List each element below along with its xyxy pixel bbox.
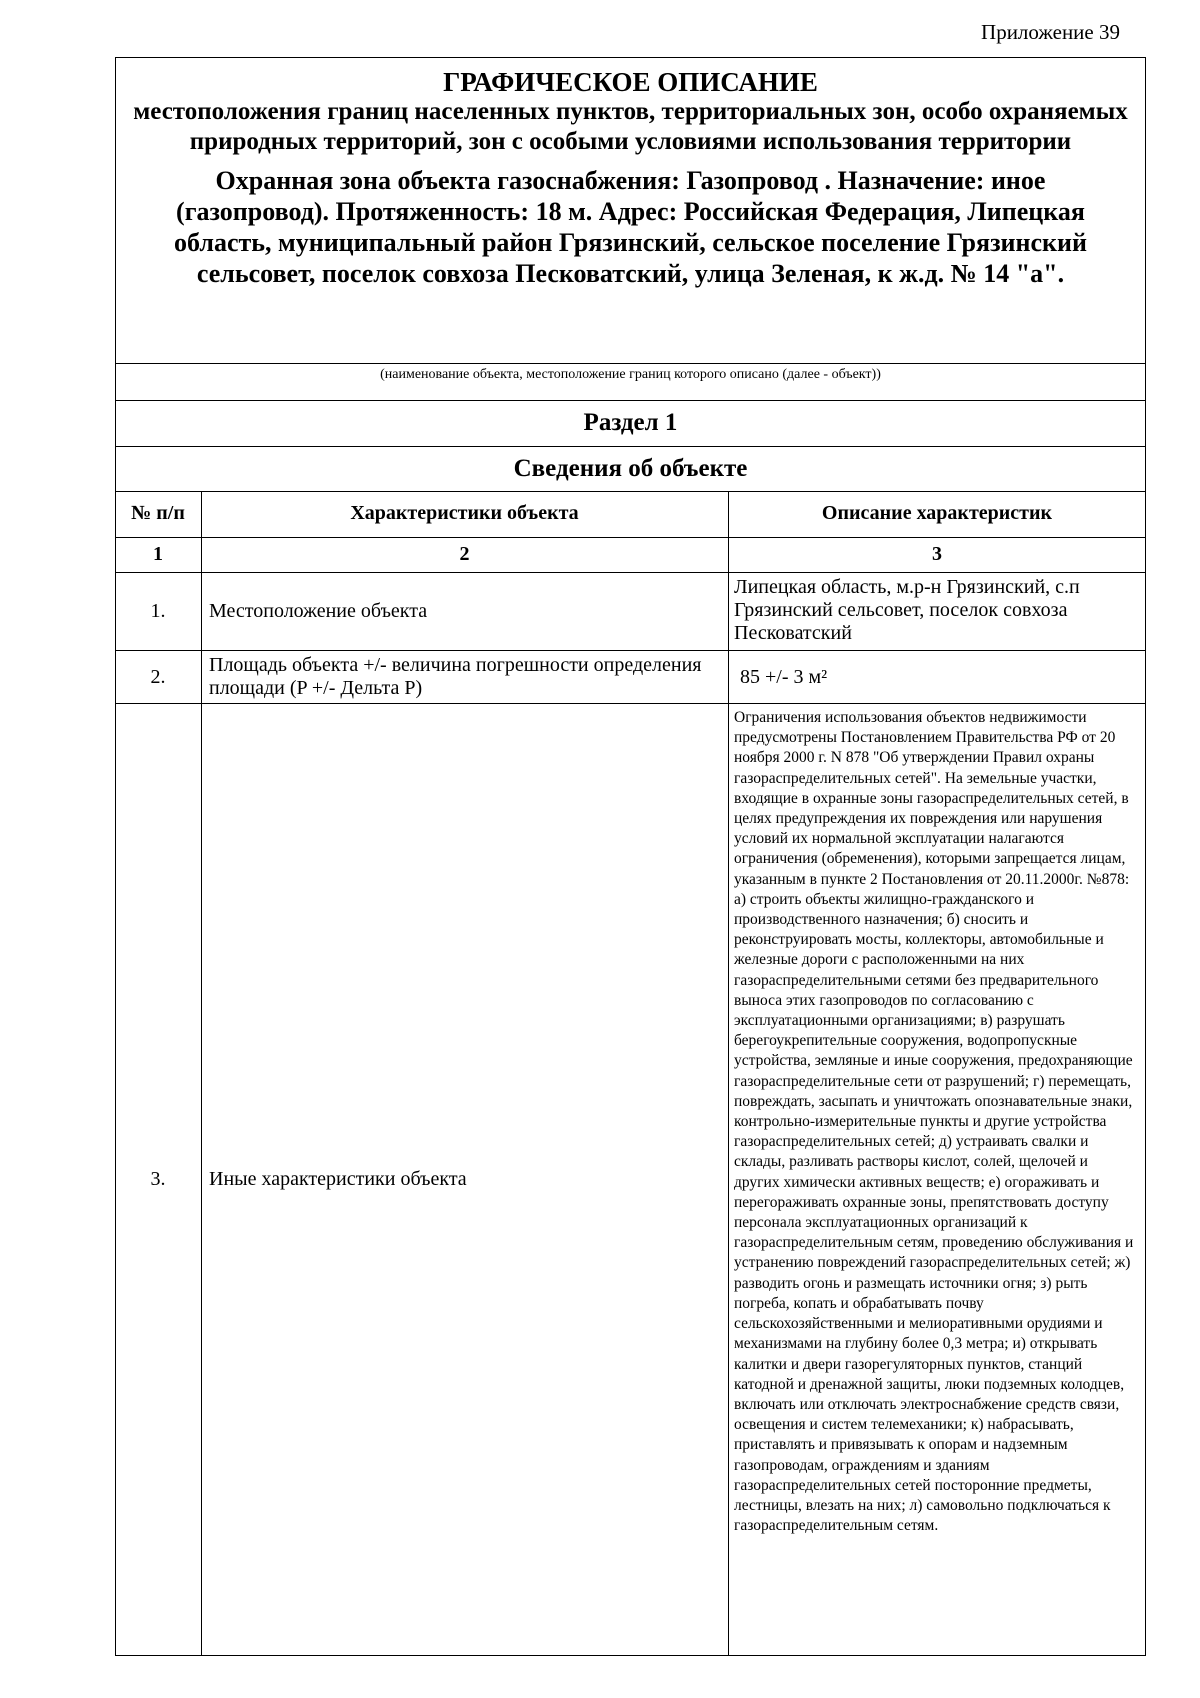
- row-number: 2.: [150, 666, 166, 688]
- table-header-description: Описание характеристик: [821, 502, 1053, 524]
- row-description: Ограничения использования объектов недвижимости предусмотрены Постановлением Правительства РФ от 20 ноября 2000 г. N 878 "Об утверждении Правил охраны газораспределительных сетей". На земельные участки, входящие в охранные зоны газораспределительных сетей, в целях предупреждения их повреждения или нарушения условий их нормальной эксплуатации налагаются ограничения (обременения), которыми запрещается лицам, указанным в пункте 2 Постановления от 20.11.2000г. №878: а) строить объекты жилищно-гражданского и производственного назначения; б) сносить и реконструировать мосты, коллекторы, автомобильные и железные дороги с расположенными на них газораспределительными сетями без предварительного выноса этих газопроводов по согласованию с эксплуатационными организациями; в) разрушать берегоукрепительные сооружения, водопропускные устройства, земляные и иные сооружения, предохраняющие газораспределительные сети от разрушений; г) перемещать, повреждать, засыпать и уничтожать опознавательные знаки, контрольно-измерительные пункты и другие устройства газораспределительных сетей; д) устраивать свалки и склады, разливать растворы кислот, солей, щелочей и других химически активных веществ; е) огораживать и перегораживать охранные зоны, препятствовать доступу персонала эксплуатационных организаций к газораспределительным сетям, проведению обслуживания и устранению повреждений газораспределительных сетей; ж) разводить огонь и размещать источники огня; з) рыть погреба, копать и обрабатывать почву сельскохозяйственными и мелиоративными орудиями и механизмами на глубину более 0,3 метра; и) открывать калитки и двери газорегуляторных пунктов, станций катодной и дренажной защиты, люки подземных колодцев, включать или отключать электроснабжение средств связи, освещения и систем телемеханики; к) набрасывать, приставлять и привязывать к опорам и надземным газопроводам, ограждениям и зданиям газораспределительных сетей посторонние предметы, лестницы, влезать на них; л) самовольно подключаться к газораспределительным сетям.: [734, 709, 1134, 1535]
- divider: [115, 363, 1146, 364]
- object-name: Охранная зона объекта газоснабжения: Газопровод . Назначение: иное (газопровод). Протяженность: 18 м. Адрес: Российская Федерация, Липецкая область, муниципальный район Грязинский, сельское поселение Грязинский сельсовет, поселок совхоза Песковатский, улица Зеленая, к ж.д. № 14 "а".: [174, 166, 1087, 288]
- row-description: Липецкая область, м.р-н Грязинский, с.п Грязинский сельсовет, поселок совхоза Песковатский: [734, 576, 1080, 644]
- table-row-divider: [115, 650, 1146, 651]
- table-column-number: 1: [153, 543, 163, 565]
- document-subtitle: местоположения границ населенных пунктов, территориальных зон, особо охраняемых природных территорий, зон с особыми условиями использования территории: [133, 98, 1128, 155]
- divider: [115, 400, 1146, 401]
- table-column-number: 2: [459, 543, 470, 565]
- object-caption: (наименование объекта, местоположение границ которого описано (далее - объект)): [380, 367, 881, 382]
- row-characteristic: Площадь объекта +/- величина погрешности определения площади (P +/- Дельта P): [209, 654, 702, 699]
- row-number: 3.: [150, 1168, 166, 1190]
- table-row-divider: [115, 703, 1146, 704]
- row-characteristic: Иные характеристики объекта: [209, 1168, 467, 1190]
- table-row-divider: [115, 537, 1146, 538]
- section-subtitle: Сведения об объекте: [513, 455, 748, 482]
- table-header-characteristics: Характеристики объекта: [350, 502, 579, 524]
- table-column-divider: [728, 491, 729, 1656]
- document-header: [115, 57, 1146, 363]
- table-header-number: № п/п: [131, 502, 185, 524]
- row-description: 85 +/- 3 м²: [740, 666, 828, 688]
- row-characteristic: Местоположение объекта: [209, 600, 428, 622]
- appendix-label: Приложение 39: [981, 20, 1120, 44]
- table-column-divider: [201, 491, 202, 1656]
- table-column-number: 3: [932, 543, 942, 565]
- table-row-divider: [115, 572, 1146, 573]
- row-number: 1.: [150, 600, 166, 622]
- document-title: ГРАФИЧЕСКОЕ ОПИСАНИЕ: [443, 67, 818, 97]
- divider: [115, 446, 1146, 447]
- section-title: Раздел 1: [583, 409, 678, 436]
- divider: [115, 491, 1146, 492]
